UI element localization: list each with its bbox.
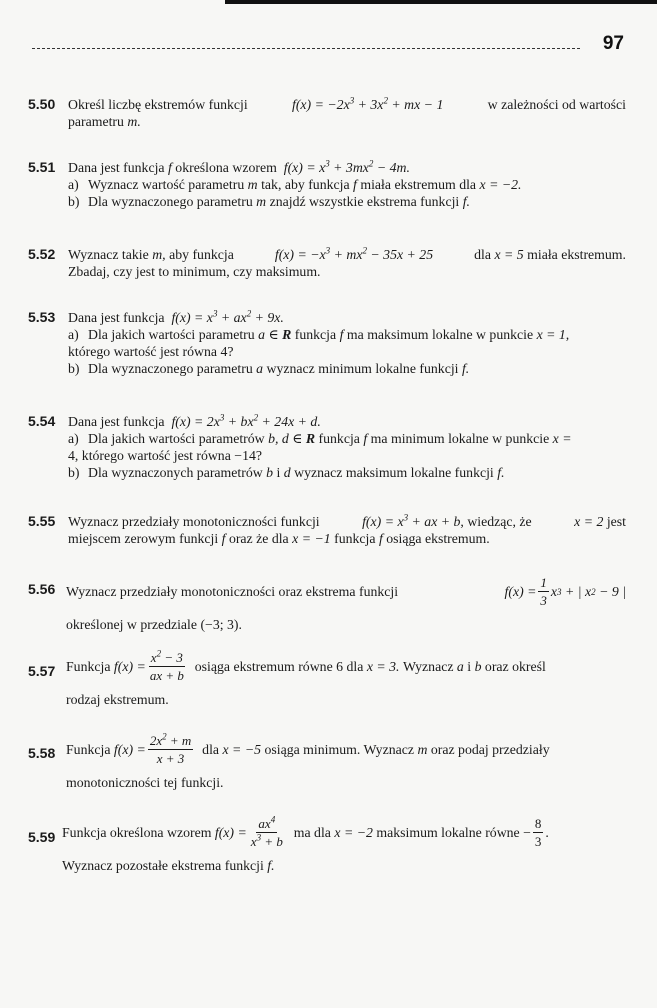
page-number: 97 — [602, 33, 624, 54]
problem-5-53: 5.53 Dana jest funkcja $f(x) = x^3 + ax^2 + 9x$. a) Dla jakich wartości parametru a ∈ R funkcja f ma maksimum lokalne w punkcie x = 1, którego wartość jest równa 4? b) Dla wyznaczonego parametru a wyznacz minimum lokalne funkcji f. — [28, 309, 626, 377]
problem-5-59: 5.59 Funkcja określona wzorem f(x) = $\frac{ax^4}{x^3 + b}$ ma dla x = −2 maksimum lokalne równe − $\frac{8}{3}$ . Wyznacz pozostałe ekstrema funkcji f. — [28, 814, 549, 873]
subpoint-a: a) Dla jakich wartości parametrów b, d ∈ R funkcja f ma minimum lokalne w punkcie x = — [68, 431, 572, 446]
formula: $f(x) = -2x^3 + 3x^2$ + mx − 1 — [292, 95, 444, 112]
problem-number: 5.58 — [28, 745, 56, 761]
problem-5-51: 5.51 Dana jest funkcja f określona wzorem $f(x) = x^3 + 3mx^2 - 4m$. a) Wyznacz wartość parametru m tak, aby funkcja f miała ekstremum dla x = −2. b) Dla wyznaczonego parametru m znajdź wszystkie ekstrema funkcji f. — [28, 159, 626, 210]
problem-number: 5.51 — [28, 159, 56, 175]
problem-5-55: 5.55 Wyznacz przedziały monotoniczności funkcji $f(x) = x^3$ + ax + b, wiedząc, że x = 2 jest miejscem zerowym funkcji f oraz że dla x = −1 funkcja f osiąga ekstremum. — [28, 512, 626, 546]
top-edge-bar — [225, 0, 657, 4]
formula: $f(x) = x^3 + ax^2 + 9x$. — [171, 308, 284, 325]
problem-5-58: 5.58 Funkcja f(x) = $\frac{2x^2 + m}{x + 3}$ dla x = −5 osiąga minimum. Wyznacz m oraz podaj przedziały monotoniczności tej funkcji. — [28, 731, 550, 790]
formula: f(x) = $\frac{x^2 - 3}{ax + b}$ — [113, 648, 184, 683]
problem-5-50: 5.50 Określ liczbę ekstremów funkcji $f(x) = -2x^3 + 3x^2$ + mx − 1 w zależności od wartości parametru m. — [28, 95, 626, 129]
problem-number: 5.53 — [28, 309, 56, 325]
subpoint-b: b) Dla wyznaczonych parametrów b i d wyznacz maksimum lokalne funkcji f. — [68, 465, 505, 480]
problem-5-56: 5.56 Wyznacz przedziały monotoniczności oraz ekstrema funkcji f(x) = $\frac{1}{3}$ x 3 + | x 2 − 9 | określonej w przedziale (−3; 3). — [28, 575, 626, 632]
subpoint-b: b) Dla wyznaczonego parametru a wyznacz minimum lokalne funkcji f. — [68, 361, 470, 376]
problem-number: 5.52 — [28, 246, 56, 262]
problem-number: 5.50 — [28, 96, 56, 112]
problem-5-57: 5.57 Funkcja f(x) = $\frac{x^2 - 3}{ax + b}$ osiąga ekstremum równe 6 dla x = 3. Wyznacz a i b oraz określ rodzaj ekstremum. — [28, 648, 546, 707]
problem-number: 5.54 — [28, 413, 56, 429]
problem-number: 5.57 — [28, 663, 56, 679]
formula: f(x) = $\frac{2x^2 + m}{x + 3}$ — [113, 731, 192, 766]
problem-5-52: 5.52 Wyznacz takie m, aby funkcja $f(x) = -x^3 + mx^2 - 35x + 25$ dla x = 5 miała ekstremum. Zbadaj, czy jest to minimum, czy maksimum. — [28, 245, 626, 279]
formula: f(x) = $\frac{ax^4}{x^3 + b}$ — [214, 814, 283, 849]
formula: f(x) = $\frac{1}{3}$ x 3 + | x 2 − 9 | — [504, 575, 626, 608]
formula: $f(x) = x^3 + 3mx^2 - 4m$. — [283, 158, 410, 175]
subpoint-a: a) Wyznacz wartość parametru m tak, aby funkcja f miała ekstremum dla x = −2. — [68, 177, 522, 192]
problem-5-54: 5.54 Dana jest funkcja $f(x) = 2x^3 + bx^2 + 24x + d$. a) Dla jakich wartości parametrów b, d ∈ R funkcja f ma minimum lokalne w punkcie x = 4, którego wartość jest równa −14? b) Dla wyznaczonych parametrów b i d wyznacz maksimum lokalne funkcji f. — [28, 413, 626, 481]
problem-number: 5.56 — [28, 581, 56, 597]
header-rule — [32, 48, 580, 49]
subpoint-a: a) Dla jakich wartości parametru a ∈ R funkcja f ma maksimum lokalne w punkcie x = 1, — [68, 327, 570, 342]
problem-number: 5.59 — [28, 829, 56, 845]
problem-number: 5.55 — [28, 513, 56, 529]
formula: $f(x) = x^3$ + ax + b — [362, 512, 461, 529]
subpoint-b: b) Dla wyznaczonego parametru m znajdź wszystkie ekstrema funkcji f. — [68, 194, 470, 209]
formula: $f(x) = -x^3 + mx^2 - 35x + 25$ — [274, 245, 434, 262]
formula: $f(x) = 2x^3 + bx^2 + 24x + d$. — [171, 412, 321, 429]
